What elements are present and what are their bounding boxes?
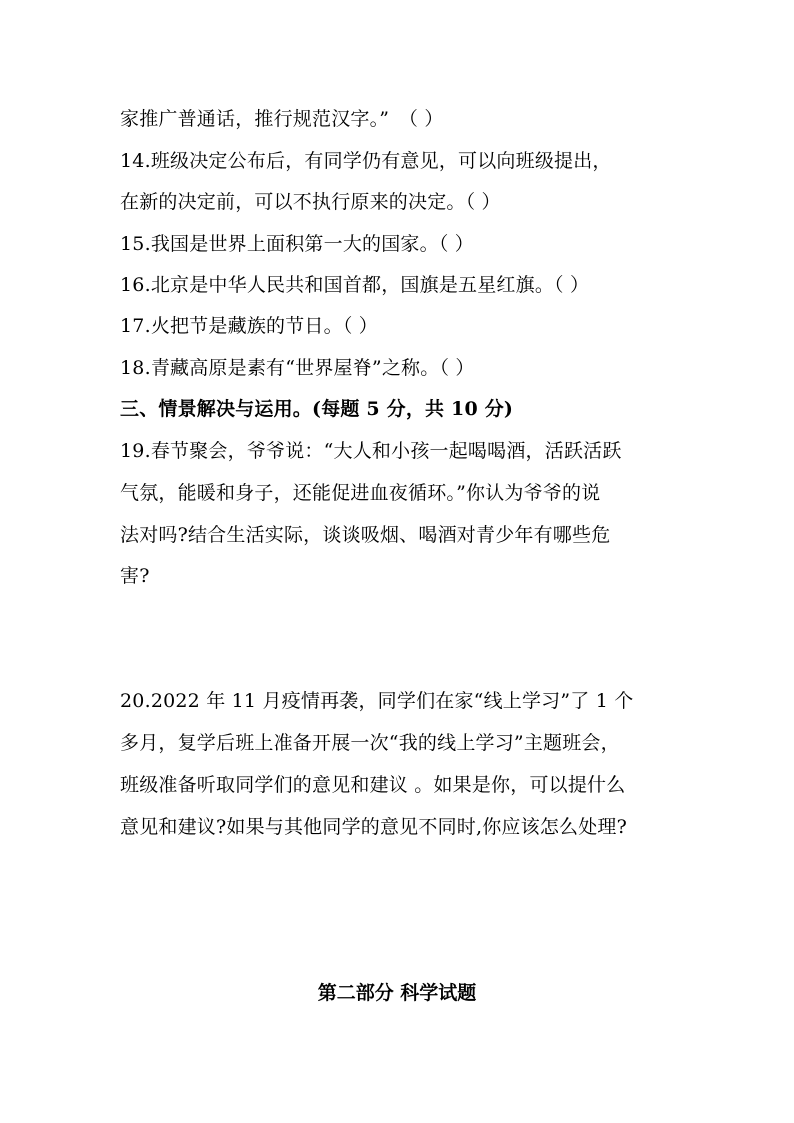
q19-line-1: 19.春节聚会，爷爷说：“大人和小孩一起喝喝酒，活跃活跃 [120,440,622,462]
q20-line-1: 20.2022 年 11 月疫情再袭，同学们在家“线上学习”了 1 个 [120,690,634,712]
q19-line-4: 害? [120,565,150,587]
section-three-heading: 三、情景解决与运用。(每题 5 分，共 10 分) [120,398,514,420]
q14-line-1: 14.班级决定公布后，有同学仍有意见，可以向班级提出， [120,150,612,172]
q17: 17.火把节是藏族的节日。（ ） [120,315,378,337]
q20-line-3: 班级准备听取同学们的意见和建议 。如果是你，可以提什么 [120,774,626,796]
q16: 16.北京是中华人民共和国首都，国旗是五星红旗。（ ） [120,274,590,296]
q19-line-3: 法对吗?结合生活实际，谈谈吸烟、喝酒对青少年有哪些危 [120,524,611,546]
part-two-title: 第二部分 科学试题 [317,982,477,1004]
q15: 15.我国是世界上面积第一大的国家。（ ） [120,233,474,255]
q19-line-2: 气氛，能暖和身子，还能促进血夜循环。”你认为爷爷的说 [120,482,601,504]
q20-line-4: 意见和建议?如果与其他同学的意见不同时,你应该怎么处理? [120,816,628,838]
q13-continuation: 家推广普通话，推行规范汉字。” （ ） [120,108,444,130]
q20-line-2: 多月，复学后班上准备开展一次“我的线上学习”主题班会， [120,732,620,754]
q14-line-2: 在新的决定前，可以不执行原来的决定。（ ） [120,191,501,213]
q18: 18.青藏高原是素有“世界屋脊”之称。（ ） [120,357,475,379]
